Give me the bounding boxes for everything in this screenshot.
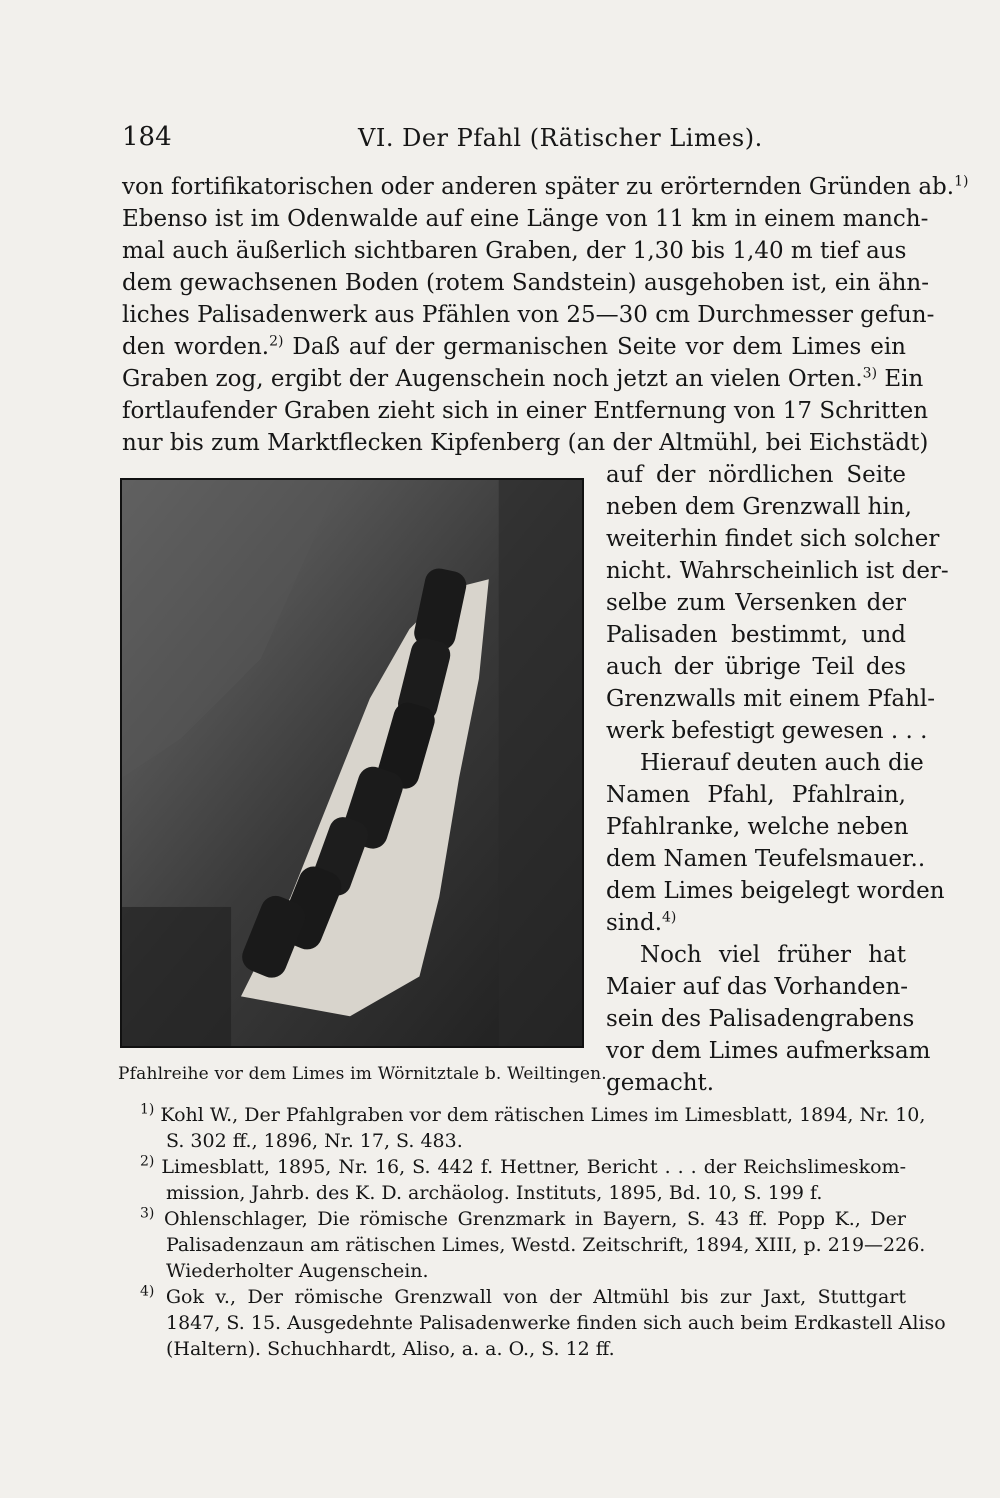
body-line: liches Palisadenwerk aus Pfählen von 25—30 cm Durchmesser gefun- — [122, 302, 935, 328]
side-line: Pfahlranke, welche neben — [606, 814, 909, 840]
footnote-4-cont: 1847, S. 15. Ausgedehnte Palisadenwerke finden sich auch beim Erdkastell Aliso — [166, 1312, 946, 1334]
footnote-ref: 2) — [269, 333, 284, 350]
footnote-mark: 4) — [140, 1283, 155, 1300]
body-line: Ebenso ist im Odenwalde auf eine Länge von 11 km in einem manch- — [122, 206, 929, 232]
body-line: dem gewachsenen Boden (rotem Sandstein) ausgehoben ist, ein ähn- — [122, 270, 929, 296]
footnote-mark: 1) — [140, 1101, 155, 1118]
footnote-4-cont: (Haltern). Schuchhardt, Aliso, a. a. O., S. 12 ff. — [166, 1338, 615, 1360]
side-line: dem Limes beigelegt worden — [606, 878, 945, 904]
side-line: auch der übrige Teil des — [606, 654, 906, 680]
footnote-3-cont: Palisadenzaun am rätischen Limes, Westd. Zeitschrift, 1894, XIII, p. 219—226. — [166, 1234, 926, 1256]
footnote-mark: 3) — [140, 1205, 155, 1222]
photo-shadow — [122, 907, 231, 1046]
side-line: Maier auf das Vorhanden- — [606, 974, 909, 1000]
footnote-1-cont: S. 302 ff., 1896, Nr. 17, S. 483. — [166, 1130, 463, 1152]
side-line: Hierauf deuten auch die — [640, 750, 924, 776]
side-line: Palisaden bestimmt, und — [606, 622, 906, 648]
page-number: 184 — [122, 122, 172, 152]
footnote-3: $^{3)}$ Ohlenschlager, Die römische Grenzmark in Bayern, S. 43 ff. Popp K., Der — [140, 1205, 906, 1230]
side-line: Namen Pfahl, Pfahlrain, — [606, 782, 906, 808]
side-line: nicht. Wahrscheinlich ist der- — [606, 558, 949, 584]
figure-caption: Pfahlreihe vor dem Limes im Wörnitztale b. Weiltingen. — [118, 1064, 607, 1084]
side-line: auf der nördlichen Seite — [606, 462, 906, 488]
side-line: weiterhin findet sich solcher — [606, 526, 940, 552]
palisade-photo-drawing — [122, 480, 582, 1046]
side-line: dem Namen Teufelsmauer.. — [606, 846, 926, 872]
footnote-4: $^{4)}$ Gok v., Der römische Grenzwall von der Altmühl bis zur Jaxt, Stuttgart — [140, 1283, 906, 1308]
footnote-ref: 1) — [954, 173, 969, 190]
footnote-ref: 3) — [862, 365, 878, 382]
body-line: den worden.$^{2)}$ Daß auf der germanischen Seite vor dem Limes ein — [122, 333, 906, 360]
palisade-photo — [120, 478, 584, 1048]
running-title: VI. Der Pfahl (Rätischer Limes). — [358, 124, 763, 152]
footnote-2: $^{2)}$ Limesblatt, 1895, Nr. 16, S. 442 f. Hettner, Bericht . . . der Reichslimeskom- — [140, 1153, 906, 1178]
side-line: werk befestigt gewesen . . . — [606, 718, 928, 744]
photo-shadow — [499, 480, 582, 1046]
body-line: fortlaufender Graben zieht sich in einer Entfernung von 17 Schritten — [122, 398, 929, 424]
body-line: nur bis zum Marktflecken Kipfenberg (an der Altmühl, bei Eichstädt) — [122, 430, 929, 456]
footnote-2-cont: mission, Jahrb. des K. D. archäolog. Instituts, 1895, Bd. 10, S. 199 f. — [166, 1182, 823, 1204]
body-line: von fortifikatorischen oder anderen später zu erörternden Gründen ab.$^{1)}$ — [122, 173, 969, 200]
side-line: sind.$^{4)}$ — [606, 909, 677, 936]
side-line: neben dem Grenzwall hin, — [606, 494, 912, 520]
footnote-mark: 2) — [140, 1153, 155, 1170]
footnote-3-cont: Wiederholter Augenschein. — [166, 1260, 429, 1282]
side-line: vor dem Limes aufmerksam — [606, 1038, 931, 1064]
body-line: Graben zog, ergibt der Augenschein noch jetzt an vielen Orten.$^{3)}$ Ein — [122, 365, 924, 392]
footnote-1: $^{1)}$ Kohl W., Der Pfahlgraben vor dem rätischen Limes im Limesblatt, 1894, Nr. 10, — [140, 1101, 926, 1126]
footnote-ref: 4) — [662, 909, 677, 926]
side-line: selbe zum Versenken der — [606, 590, 906, 616]
body-line: mal auch äußerlich sichtbaren Graben, der 1,30 bis 1,40 m tief aus — [122, 238, 907, 264]
side-line: Grenzwalls mit einem Pfahl- — [606, 686, 936, 712]
side-line: Noch viel früher hat — [640, 942, 906, 968]
side-line: gemacht. — [606, 1070, 715, 1096]
side-line: sein des Palisadengrabens — [606, 1006, 915, 1032]
